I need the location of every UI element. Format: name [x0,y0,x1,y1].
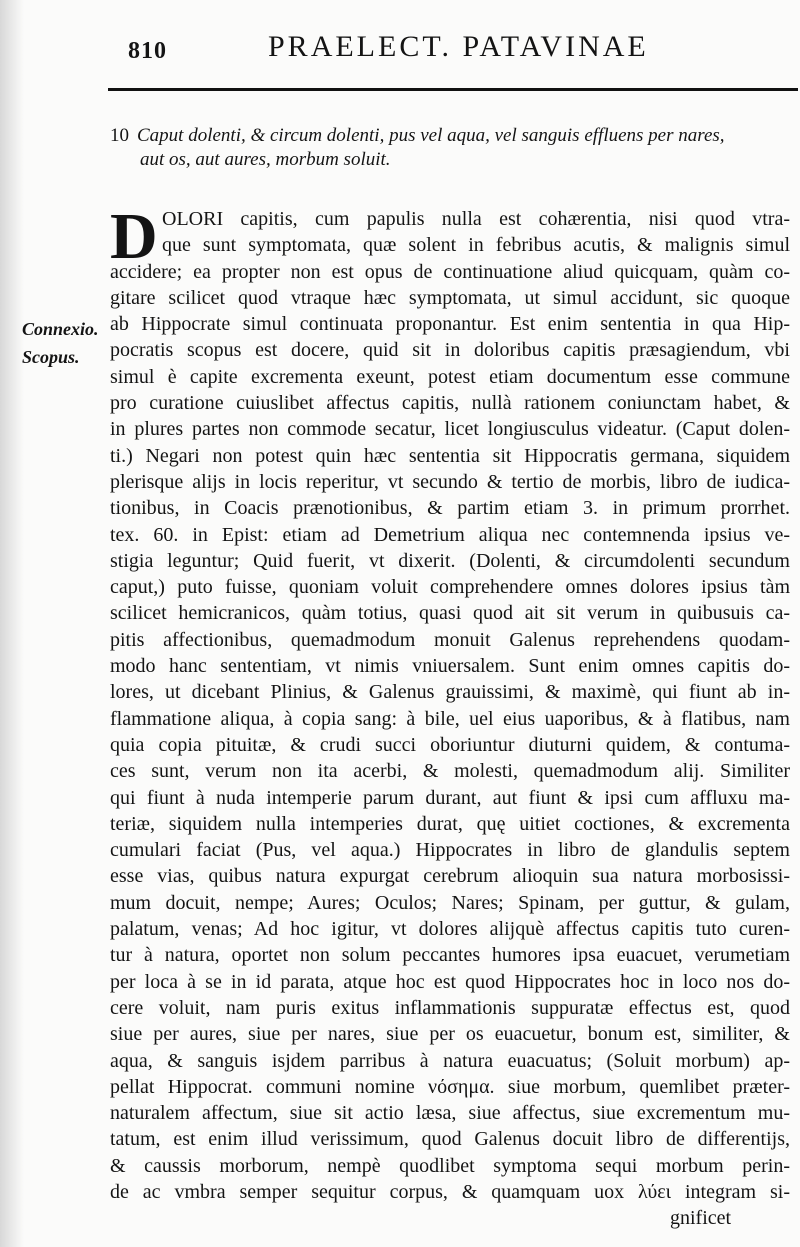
running-head: PRAELECT. PATAVINAE [268,30,649,63]
text-line: esse vias, quibus natura expurgat cerebrum alioquin sua natura morbosissi- [110,865,790,888]
text-line: modo hanc sententiam, vt nimis vniuersalem. Sunt enim omnes capitis do- [110,655,790,678]
text-line: scilicet hemicranicos, quàm totius, quasi quod ait sit verum in quibusuis ca- [110,602,790,625]
text-line: per loca à se in id parata, atque hoc est quod Hippocrates hoc in loco nos do- [110,970,790,993]
text-line: pocratis scopus est docere, quid sit in doloribus capitis præsagiendum, vbi [110,339,790,362]
text-line: mum docuit, nempe; Aures; Oculos; Nares; Spinam, per guttur, & gulam, [110,891,790,914]
text-line: in plures partes non commode secatur, licet longiusculus videatur. (Caput dolen- [110,418,790,441]
text-line: & caussis morborum, nempè quodlibet symptoma sequi morbum perin- [110,1154,790,1177]
text-line: OLORI capitis, cum papulis nulla est cohærentia, nisi quod vtra- [162,208,790,230]
text-line: simul è capite excrementa exeunt, potest etiam documentum esse commune [110,365,790,388]
text-line: tur à natura, oportet non solum peccantes humores ipsa euacuet, verumetiam [110,944,790,967]
text-line: quia copia pituitæ, & crudi succi oboriuntur diuturni quidem, & contuma- [110,733,790,756]
commentary-lines [110,200,790,1232]
text-line: qui fiunt à nuda intemperie parum durant, aut fiunt & ipsi cum affluxu ma- [110,786,790,809]
page-gutter-shadow [0,0,24,1247]
page-number: 810 [128,38,167,64]
text-line: gnificet [670,1207,732,1230]
margin-note-connexio: Connexio. [22,319,99,339]
text-line: plerisque alijs in locis reperitur, vt secundo & tertio de morbis, libro de iudica- [110,470,790,493]
text-line: ti.) Negari non potest quin hæc sententia sit Hippocratis germana, siquidem [110,444,790,467]
text-line: teriæ, siquidem nulla intemperies durat, quę uitiet coctiones, & excrementa [110,812,790,835]
text-line: pro curatione cuiuslibet affectus capitis, nullà rationem coniunctam habet, & [110,392,790,415]
text-line: palatum, venas; Ad hoc igitur, vt dolores alijquè affectus capitis tuto curen- [110,918,790,941]
drop-cap: D [110,200,158,273]
header-rule [108,88,798,91]
text-line: pellat Hippocrat. communi nomine νόσημα. siue morbum, quemlibet præter- [110,1075,790,1098]
text-line: ces sunt, verum non ita acerbi, & molesti, quemadmodum alij. Similiter [110,760,790,783]
text-line: cumulari faciat (Pus, vel aqua.) Hippocrates in libro de glandulis septem [110,839,790,862]
text-line: tatum, est enim illud verissimum, quod Galenus docuit libro de differentijs, [110,1128,790,1151]
text-line: aqua, & sanguis isjdem parribus à natura euacuatus; (Soluit morbum) ap- [110,1049,790,1072]
text-line: accidere; ea propter non est opus de continuatione aliud quicquam, quàm co- [110,260,790,283]
aphorism-text: Caput dolenti, & circum dolenti, pus vel aqua, vel sanguis effluens per nares, [137,125,725,146]
text-line: flammatione aliqua, à copia sang: à bile, uel eius uaporibus, & à flatibus, nam [110,707,790,730]
text-line: caput,) puto fuisse, quoniam voluit comprehendere omnes dolores ipsius tàm [110,576,790,599]
text-line: naturalem affectum, siue sit actio læsa, siue affectus, siue excrementum mu- [110,1102,790,1125]
text-line: cere voluit, nam puris exitus inflammationis suppuratæ effectus est, quod [110,996,790,1019]
text-line: tionibus, in Coacis prænotionibus, & partim etiam 3. in primum prorrhet. [110,497,790,520]
aphorism-line [110,124,800,148]
text-line: que sunt symptomata, quæ solent in febribus acutis, & malignis simul [162,234,790,257]
page-header [100,26,790,64]
text-line: tex. 60. in Epist: etiam ad Demetrium aliqua nec contemnenda ipsius ve- [110,523,790,546]
aphorism-line: aut os, aut aures, morbum soluit. [140,149,391,170]
text-line: lores, ut dicebant Plinius, & Galenus grauissimi, & maximè, qui fiunt ab in- [110,681,790,704]
text-line: de ac vmbra semper sequitur corpus, & quamquam uox λύει integram si- [110,1180,790,1203]
commentary-body [110,200,790,1232]
aphorism-number: 10 [110,125,129,146]
margin-note-scopus: Scopus. [22,347,80,367]
text-line: pitis affectionibus, quemadmodum monuit Galenus reprehendens quodam- [110,628,790,651]
text-line: stigia leguntur; Quid fuerit, vt dixerit. (Dolenti, & circumdolenti secundum [110,549,790,572]
text-line: gitare scilicet quod vtraque hæc symptomata, ut simul accidunt, sic quoque [110,286,790,309]
aphorism [110,124,800,172]
text-line: ab Hippocrate simul continuata proponantur. Est enim sententia in qua Hip- [110,313,790,336]
text-line: siue per aures, siue per nares, siue per os euacuetur, bonum est, similiter, & [110,1023,790,1046]
